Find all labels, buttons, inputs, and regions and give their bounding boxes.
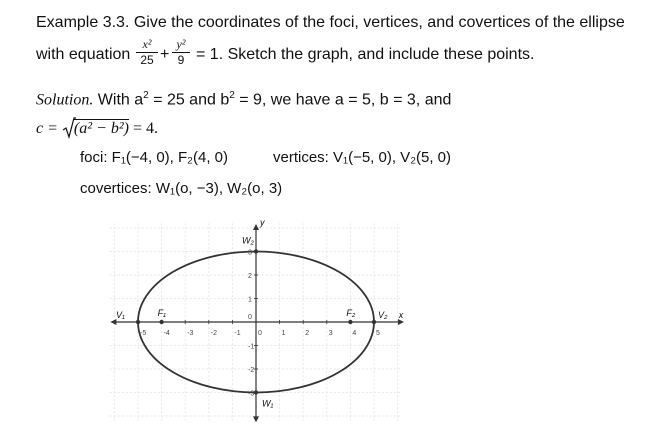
sqrt-expression (62, 120, 129, 138)
x-tick-label: -1 (234, 330, 241, 337)
plus-sign: + (160, 46, 170, 63)
point-label-w1: W₁ (262, 398, 274, 409)
frac1-numerator: x² (142, 37, 152, 51)
x-tick-label: 1 (281, 330, 286, 337)
sup-a: 2 (143, 90, 149, 101)
x-tick-label: 0 (258, 330, 262, 337)
point-label-v1: V₁ (116, 310, 125, 320)
ellipse-graph (110, 217, 405, 418)
y-tick-label: -3 (248, 390, 255, 398)
solution-text-b: = 25 and b (148, 91, 230, 109)
example-line-2-suffix: = 1. Sketch the graph, and include these points. (196, 46, 535, 63)
c-equation (36, 120, 158, 138)
y-axis-arrow-down (253, 416, 259, 422)
x-tick-label: -4 (163, 330, 170, 337)
y-tick-label: -1 (248, 343, 255, 351)
x-tick-label: 4 (352, 330, 357, 337)
c-radicand: (a² − b²) (73, 120, 129, 137)
point-w2 (254, 249, 258, 253)
point-label-v2: V₂ (378, 310, 388, 320)
c-lhs: c = (36, 120, 58, 137)
fraction-x2-over-25 (136, 38, 158, 67)
y-tick-label: 2 (248, 273, 252, 280)
point-f1 (159, 320, 163, 324)
example-line-1: Example 3.3. Give the coordinates of the foci, vertices, and covertices of the ellipse (36, 14, 625, 31)
x-tick-label: 2 (305, 330, 310, 337)
point-w1 (254, 390, 258, 394)
solution-text-c: = 9, we have a = 5, b = 3, and (234, 91, 452, 109)
y-tick-label: 1 (248, 296, 252, 304)
x-tick-label: -2 (210, 330, 218, 337)
solution-label: Solution. (36, 91, 94, 109)
c-rhs: = 4. (132, 120, 158, 137)
fraction-y2-over-9 (172, 38, 190, 67)
x-axis-label: x (398, 310, 404, 320)
covertices-text: covertices: W₁(o, −3), W₂(o, 3) (80, 180, 283, 197)
point-v2 (372, 320, 376, 324)
x-tick-label: 5 (376, 330, 380, 337)
example-line-2-prefix: with equation (36, 46, 131, 63)
frac2-numerator: y² (176, 37, 186, 51)
y-tick-label-0: 0 (248, 314, 252, 321)
point-label-w2: W₂ (242, 235, 254, 246)
sqrt-icon (62, 117, 76, 141)
x-tick-label: 3 (328, 330, 333, 337)
foci-text: foci: F₁(−4, 0), F₂(4, 0) (80, 149, 229, 166)
solution-line (36, 90, 451, 109)
vertices-text: vertices: V₁(−5, 0), V₂(5, 0) (273, 149, 452, 166)
x-tick-label: -3 (187, 330, 194, 337)
y-tick-label: 3 (248, 249, 252, 257)
y-tick-label: -2 (248, 367, 255, 374)
solution-text-a: With a (93, 91, 144, 109)
point-label-f2: F₂ (346, 308, 356, 318)
frac1-denominator: 25 (140, 53, 154, 67)
y-axis-label: y (260, 217, 265, 228)
point-v1 (136, 320, 140, 324)
point-f2 (348, 320, 352, 324)
y-axis-arrow-up (253, 224, 259, 230)
sup-b: 2 (229, 90, 235, 101)
point-label-f1: F₁ (157, 308, 166, 318)
x-tick-label: -5 (140, 330, 147, 337)
frac2-denominator: 9 (177, 53, 185, 67)
